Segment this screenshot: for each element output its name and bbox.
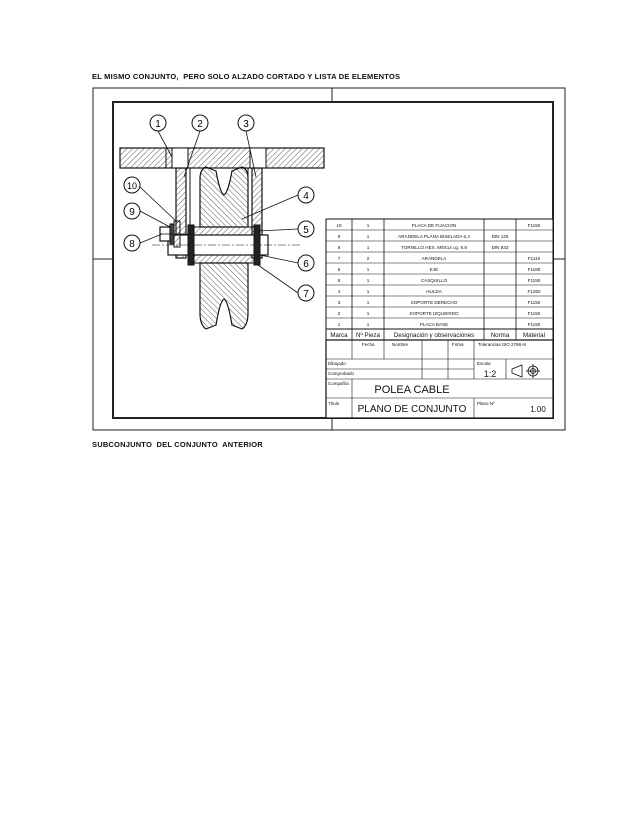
svg-text:PLACA DE FIJACION: PLACA DE FIJACION <box>411 223 457 228</box>
drawing-title: POLEA CABLE <box>374 384 450 396</box>
header-designacion: Designación y observaciones <box>393 332 475 339</box>
bushing <box>192 227 256 235</box>
svg-text:ARANDELA: ARANDELA <box>421 256 447 261</box>
callout-label: 6 <box>303 259 309 270</box>
callout-label: 1 <box>155 119 161 130</box>
fecha-label: Fecha <box>362 342 375 347</box>
callout-label: 9 <box>129 207 135 218</box>
parts-list-header <box>326 329 553 340</box>
comprobado-label: Comprobado <box>328 371 355 376</box>
svg-text:1: 1 <box>337 322 341 327</box>
base-plate <box>120 148 324 168</box>
svg-text:ARANDELA PLANA BISELADA 6,4: ARANDELA PLANA BISELADA 6,4 <box>398 234 470 239</box>
svg-text:1: 1 <box>366 278 370 283</box>
header-norma: Norma <box>490 332 510 339</box>
drawing-subtitle: PLANO DE CONJUNTO <box>357 404 467 415</box>
assembly-drawing <box>92 87 566 431</box>
callout-9 <box>124 203 140 219</box>
svg-text:F1150: F1150 <box>527 278 541 283</box>
svg-text:2: 2 <box>337 311 341 316</box>
callout-label: 2 <box>197 119 203 130</box>
svg-text:F1180: F1180 <box>527 267 541 272</box>
tolerancias-label: Tolerancias ISO 2768-m <box>478 342 527 347</box>
callout-5 <box>298 221 314 237</box>
callout-label: 8 <box>129 239 135 250</box>
svg-text:TORNILLO HEX. M6X14 cg. 8.8: TORNILLO HEX. M6X14 cg. 8.8 <box>401 245 467 250</box>
svg-text:DIN 933: DIN 933 <box>491 245 509 250</box>
svg-text:7: 7 <box>337 256 341 261</box>
caption-top: EL MISMO CONJUNTO, PERO SOLO ALZADO CORTADO Y LISTA DE ELEMENTOS <box>92 72 401 81</box>
callout-2 <box>192 115 208 131</box>
svg-text:8: 8 <box>337 245 341 250</box>
callout-8 <box>124 235 140 251</box>
svg-text:4: 4 <box>337 289 341 294</box>
svg-text:F1150: F1150 <box>527 322 541 327</box>
svg-text:3: 3 <box>337 300 341 305</box>
callout-7 <box>298 285 314 301</box>
callout-label: 3 <box>243 119 249 130</box>
callout-3 <box>238 115 254 131</box>
header-pieza: Nº Pieza <box>356 332 380 339</box>
dibujado-label: Dibujado <box>328 361 346 366</box>
callout-10 <box>124 177 140 193</box>
scale-value: 1:2 <box>483 369 497 379</box>
title-block <box>326 340 553 418</box>
titulo-label: Título <box>328 401 340 406</box>
callout-label: 4 <box>303 191 309 202</box>
callout-4 <box>298 187 314 203</box>
caption-bottom: SUBCONJUNTO DEL CONJUNTO ANTERIOR <box>92 440 263 449</box>
svg-text:F1150: F1150 <box>527 300 541 305</box>
plano-label: Plano Nº <box>477 401 495 406</box>
svg-text:F1250: F1250 <box>527 289 541 294</box>
callout-label: 5 <box>303 225 309 236</box>
svg-text:1: 1 <box>366 322 370 327</box>
nombre-label: Nombre <box>392 342 409 347</box>
svg-text:5: 5 <box>337 278 341 283</box>
svg-text:SOPORTE DERECHO: SOPORTE DERECHO <box>410 300 458 305</box>
svg-text:1: 1 <box>366 234 370 239</box>
svg-text:2: 2 <box>366 256 370 261</box>
svg-text:EJE: EJE <box>429 267 439 272</box>
svg-text:PLACA BASE: PLACA BASE <box>419 322 449 327</box>
callout-6 <box>298 255 314 271</box>
svg-text:1: 1 <box>366 300 370 305</box>
svg-text:DIN 125: DIN 125 <box>491 234 509 239</box>
callout-1 <box>150 115 166 131</box>
svg-text:1: 1 <box>366 289 370 294</box>
header-material: Material <box>522 332 546 339</box>
plan-number: 1.00 <box>530 405 546 414</box>
header-marca: Marca <box>330 332 348 339</box>
washer-left <box>188 225 194 265</box>
svg-text:9: 9 <box>337 234 341 239</box>
svg-text:10: 10 <box>336 223 342 228</box>
company-label: Compañía <box>328 381 349 386</box>
svg-text:1: 1 <box>366 267 370 272</box>
callout-label: 10 <box>126 181 138 191</box>
svg-text:F1150: F1150 <box>527 311 541 316</box>
svg-text:CASQUILLO: CASQUILLO <box>420 278 448 283</box>
svg-text:1: 1 <box>366 311 370 316</box>
svg-text:1: 1 <box>366 245 370 250</box>
svg-text:1: 1 <box>366 223 370 228</box>
svg-text:HULDA: HULDA <box>426 289 442 294</box>
firma-label: Firma <box>452 342 464 347</box>
svg-text:F1110: F1110 <box>527 256 541 261</box>
callout-label: 7 <box>303 289 309 300</box>
svg-text:SOPORTE IZQUIERDO: SOPORTE IZQUIERDO <box>409 311 459 316</box>
escala-label: Escala <box>477 361 491 366</box>
svg-text:F1150: F1150 <box>527 223 541 228</box>
svg-text:6: 6 <box>337 267 341 272</box>
